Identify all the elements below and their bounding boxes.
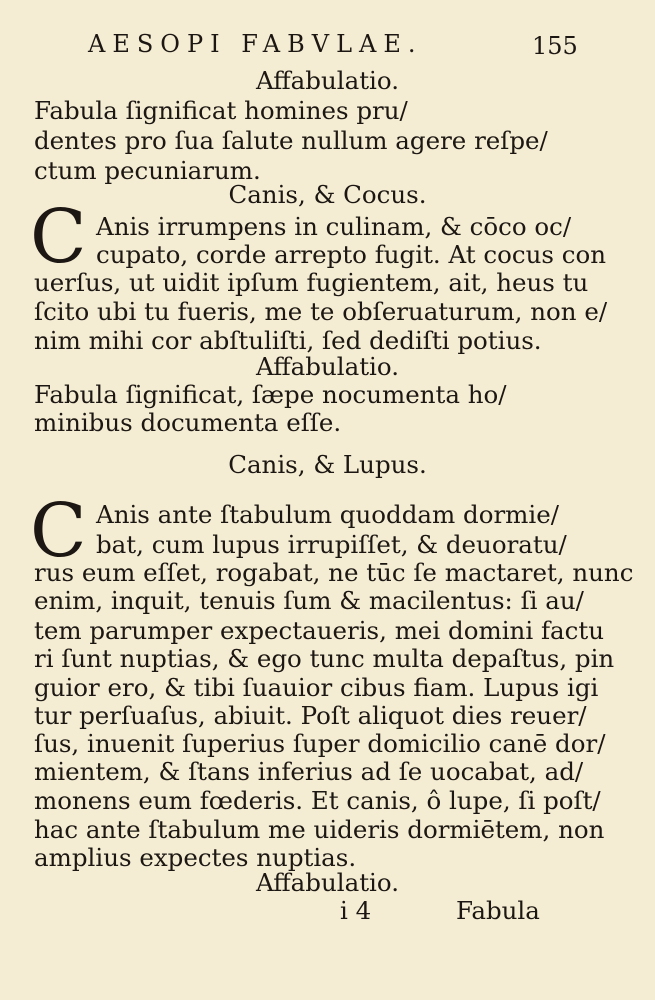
text-line: tem parumper expectaueris, mei domini factu [34, 616, 604, 645]
text-line: uerſus, ut uidit ipſum fugientem, ait, heus tu [34, 268, 589, 297]
text-line: monens eum fœderis. Et canis, ô lupe, ſi poſt/ [34, 786, 601, 815]
text-line: enim, inquit, tenuis ſum & macilentus: ſi au/ [34, 586, 584, 615]
text-line: ctum pecuniarum. [34, 156, 261, 185]
text-line: bat, cum lupus irrupiſſet, & deuoratu/ [96, 530, 567, 559]
drop-cap: C [30, 194, 87, 280]
drop-cap: C [30, 488, 87, 574]
text-line: guior ero, & tibi ſuauior cibus fiam. Lupus igi [34, 673, 599, 702]
text-line: dentes pro ſua ſalute nullum agere reſpe/ [34, 126, 548, 155]
moral-heading: Affabulatio. [256, 352, 399, 381]
running-header [0, 30, 655, 66]
running-title: AESOPI FABVLAE. [88, 30, 423, 58]
text-line: rus eum eſſet, rogabat, ne tūc ſe mactaret, nunc [34, 558, 634, 587]
text-line: amplius expectes nuptias. [34, 843, 357, 872]
text-line: Anis irrumpens in culinam, & cōco oc/ [96, 212, 572, 241]
text-line: mientem, & ſtans inferius ad ſe uocabat, ad/ [34, 757, 584, 786]
text-line: minibus documenta eſſe. [34, 408, 342, 437]
fable-title: Canis, & Lupus. [228, 450, 427, 479]
text-line: cupato, corde arrepto fugit. At cocus con [96, 240, 606, 269]
page-number: 155 [532, 32, 578, 60]
text-line: ri ſunt nuptias, & ego tunc multa depaſtus, pin [34, 644, 615, 673]
text-line: Fabula ſignificat, ſæpe nocumenta ho/ [34, 380, 507, 409]
fable-title: Canis, & Cocus. [228, 180, 427, 209]
text-line: ſcito ubi tu fueris, me te obſeruaturum, non e/ [34, 297, 608, 326]
text-line: hac ante ſtabulum me uideris dormiētem, non [34, 815, 605, 844]
text-line: ſus, inuenit ſuperius ſuper domicilio canē dor/ [34, 729, 606, 758]
text-line: nim mihi cor abſtuliſti, ſed dediſti potius. [34, 326, 542, 355]
text-line: Fabula ſignificat homines pru/ [34, 96, 408, 125]
moral-heading: Affabulatio. [256, 868, 399, 897]
text-line: tur perſuaſus, abiuit. Poſt aliquot dies reuer/ [34, 701, 587, 730]
moral-heading: Affabulatio. [256, 66, 399, 95]
text-line: Anis ante ſtabulum quoddam dormie/ [96, 500, 559, 529]
catchword: Fabula [456, 896, 540, 925]
signature-mark: i 4 [340, 896, 372, 925]
